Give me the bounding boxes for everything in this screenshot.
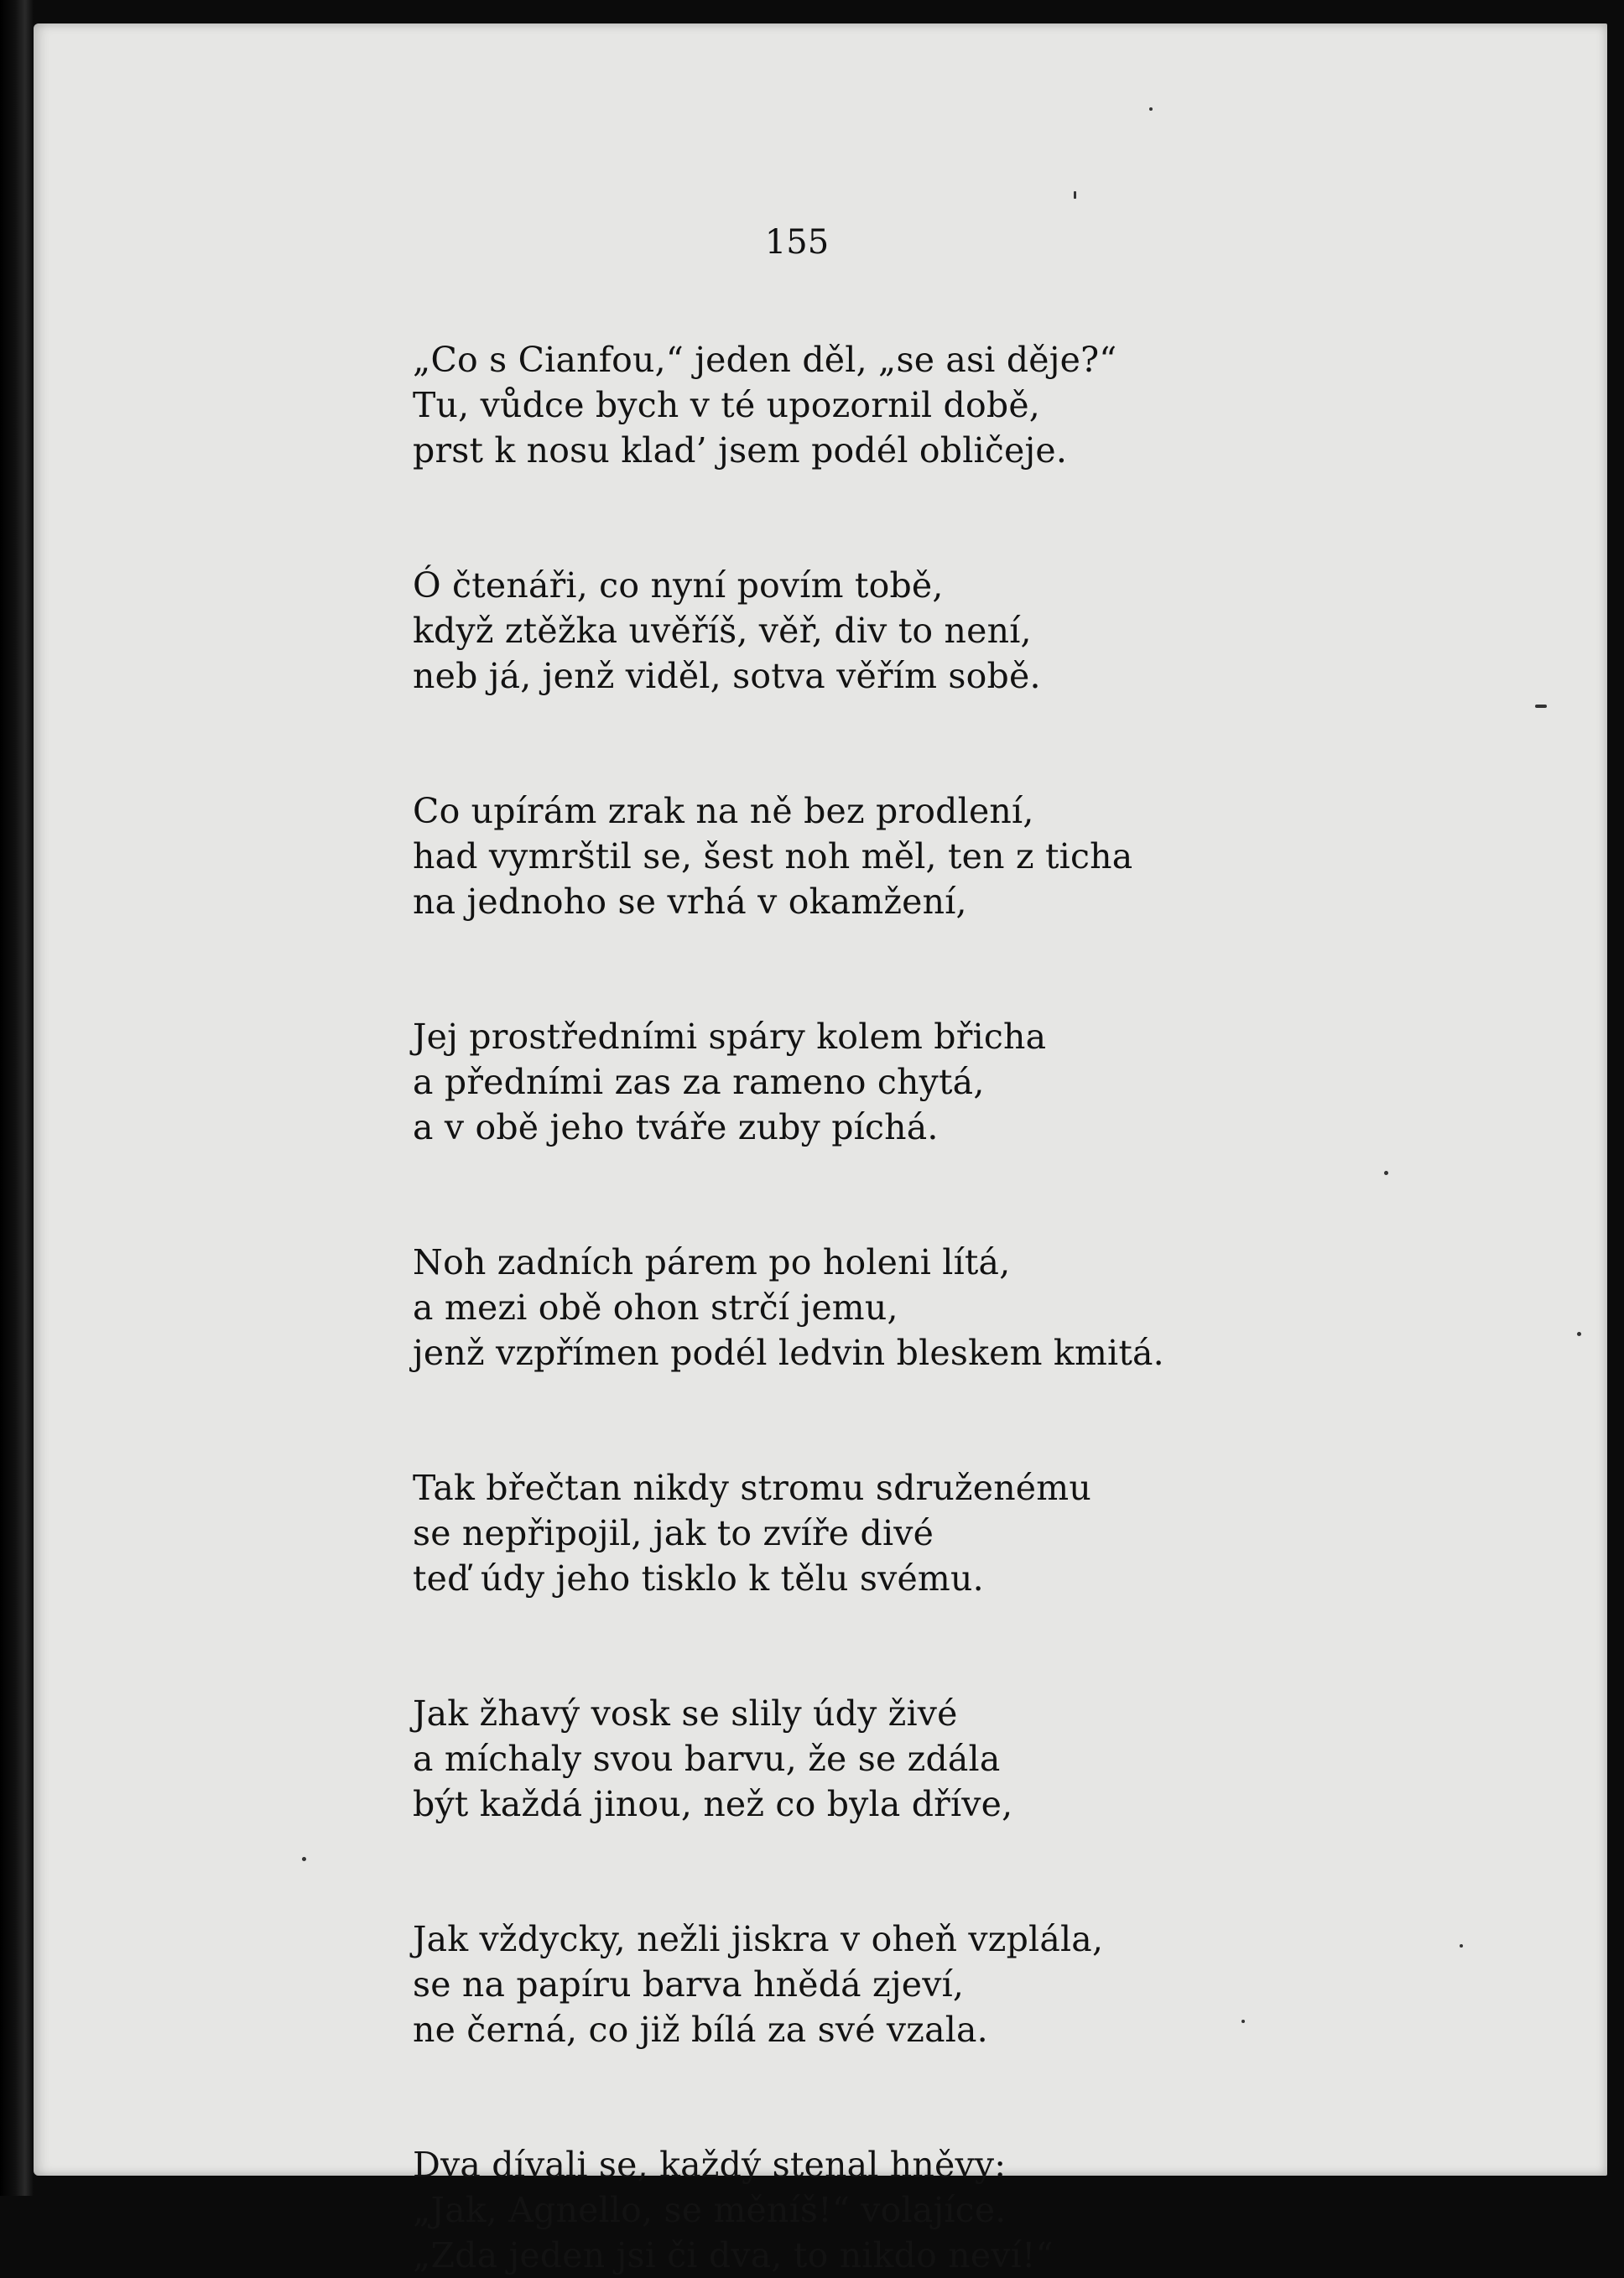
scan-speck bbox=[1241, 2020, 1245, 2023]
verse-line: teď údy jeho tisklo k tělu svému. bbox=[413, 1558, 984, 1599]
verse-line: a mezi obě ohon strčí jemu, bbox=[413, 1287, 898, 1328]
verse-line: Jak vždycky, nežli jiskra v oheň vzplála, bbox=[413, 1919, 1104, 1959]
verse-line: se na papíru barva hnědá zjeví, bbox=[413, 1964, 965, 2005]
verse-line: Ó čtenáři, co nyní povím tobě, bbox=[413, 565, 944, 606]
scan-speck bbox=[1535, 705, 1547, 708]
verse-line: Tak břečtan nikdy stromu sdruženému bbox=[413, 1468, 1091, 1508]
verse-line: ne černá, co již bílá za své vzala. bbox=[413, 2010, 988, 2050]
verse-line: se nepřipojil, jak to zvíře divé bbox=[413, 1513, 934, 1553]
verse-line: had vymrštil se, šest noh měl, ten z ticha bbox=[413, 836, 1133, 876]
page-number: 155 bbox=[764, 223, 830, 262]
scan-speck bbox=[1149, 107, 1153, 111]
scan-speck bbox=[302, 1857, 306, 1861]
verse-line: prst k nosu klad’ jsem podél obličeje. bbox=[413, 430, 1068, 471]
stanza-7 bbox=[413, 1691, 1377, 1827]
verse-line: a předními zas za rameno chytá, bbox=[413, 1062, 985, 1102]
scan-speck bbox=[1577, 1332, 1581, 1336]
stanza-4 bbox=[413, 1014, 1377, 1150]
verse-line: a míchaly svou barvu, že se zdála bbox=[413, 1739, 1001, 1779]
scan-speck bbox=[1460, 1944, 1463, 1948]
stanza-1 bbox=[413, 337, 1377, 473]
book-page bbox=[34, 23, 1607, 2275]
verse-line: být každá jinou, než co byla dříve, bbox=[413, 1784, 1013, 1824]
verse-line: Noh zadních párem po holeni lítá, bbox=[413, 1242, 1011, 1282]
scan-speck bbox=[1074, 191, 1076, 199]
verse-line: na jednoho se vrhá v okamžení, bbox=[413, 882, 967, 922]
verse-line: Jej prostředními spáry kolem břicha bbox=[413, 1017, 1047, 1057]
verse-line: Co upírám zrak na ně bez prodlení, bbox=[413, 791, 1034, 831]
verse-line: jenž vzpřímen podél ledvin bleskem kmitá. bbox=[413, 1333, 1164, 1373]
stanza-5 bbox=[413, 1240, 1377, 1376]
poem-text bbox=[413, 337, 1377, 2278]
scan-speck bbox=[1384, 1171, 1388, 1175]
verse-line: „Zda jeden jsi či dva, to nikdo neví!“ bbox=[413, 2235, 1054, 2275]
stanza-8 bbox=[413, 1917, 1377, 2052]
verse-line: Tu, vůdce bych v té upozornil době, bbox=[413, 385, 1041, 425]
verse-line: když ztěžka uvěříš, věř, div to není, bbox=[413, 611, 1032, 651]
stanza-9 bbox=[413, 2142, 1377, 2278]
verse-line: a v obě jeho tváře zuby píchá. bbox=[413, 1107, 939, 1147]
stanza-6 bbox=[413, 1465, 1377, 1601]
book-binding-edge bbox=[0, 0, 34, 2196]
stanza-3 bbox=[413, 788, 1377, 924]
verse-line: Jak žhavý vosk se slily údy živé bbox=[413, 1693, 958, 1734]
stanza-2 bbox=[413, 563, 1377, 699]
verse-line: „Jak, Agnello, se měníš!“ volajíce. bbox=[413, 2190, 1007, 2230]
verse-line: neb já, jenž viděl, sotva věřím sobě. bbox=[413, 656, 1041, 696]
verse-line: „Co s Cianfou,“ jeden děl, „se asi děje?“ bbox=[413, 340, 1117, 380]
verse-line: Dva dívali se, každý stenal hněvy: bbox=[413, 2145, 1007, 2185]
